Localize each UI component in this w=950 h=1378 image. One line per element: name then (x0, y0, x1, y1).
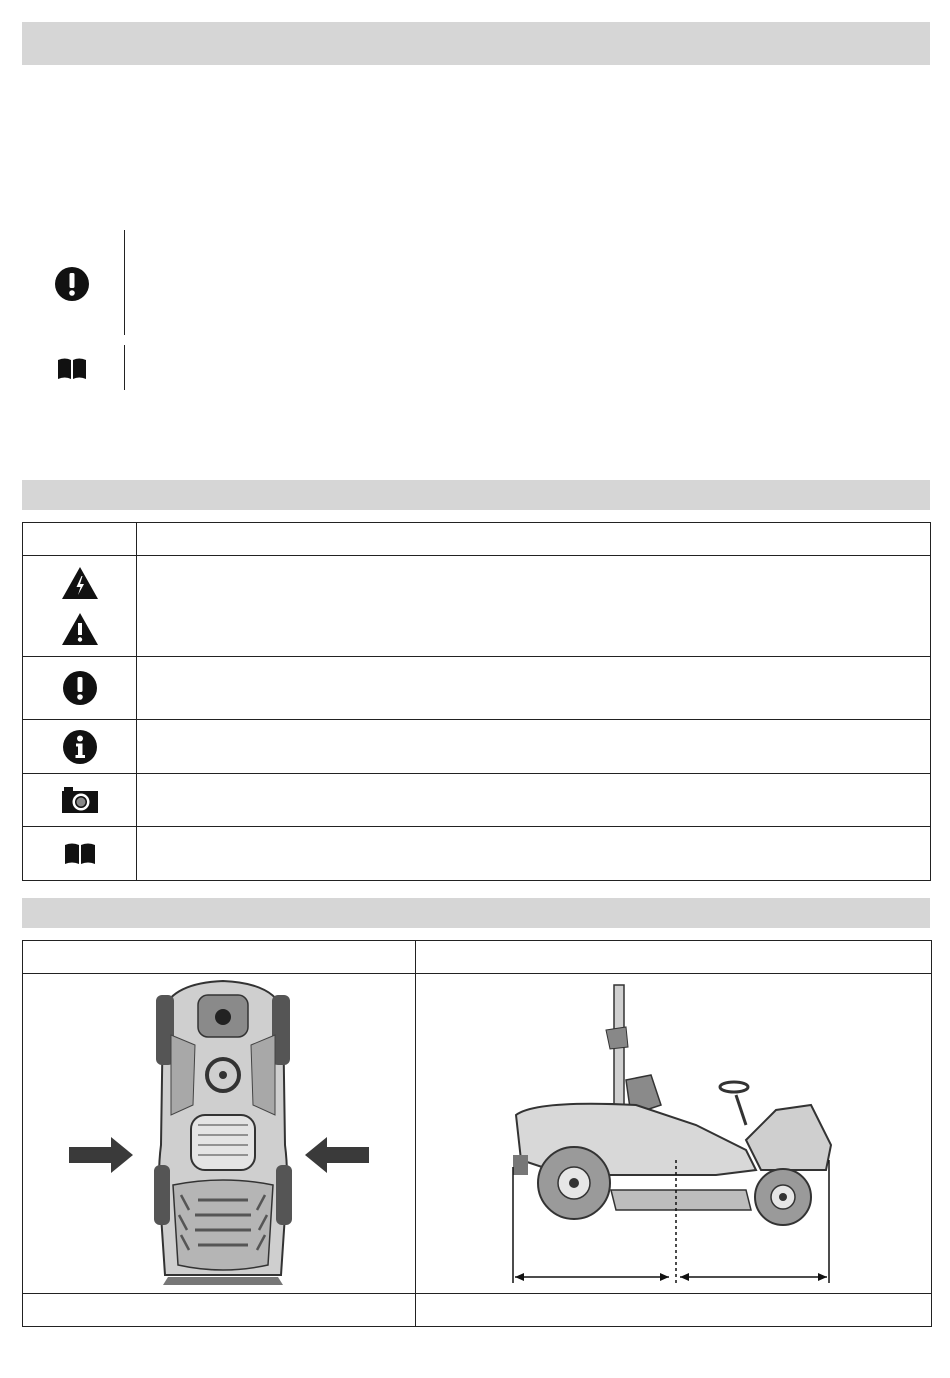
mower-top-view-figure (23, 974, 416, 1294)
figure-caption-right (416, 1294, 932, 1327)
symbol-meaning-text (137, 556, 931, 657)
figure-caption-left (23, 1294, 416, 1327)
symbols-col-meaning (137, 523, 931, 556)
mower-side-view-figure (416, 974, 932, 1294)
symbols-col-symbol (23, 523, 137, 556)
warning-triangle-icon (60, 611, 100, 647)
info-circle-icon (62, 729, 98, 765)
camera-icon (60, 785, 100, 815)
table-row (23, 827, 931, 881)
notice-divider (124, 345, 125, 390)
open-book-icon (50, 357, 94, 381)
table-row (23, 774, 931, 827)
notice-divider (124, 230, 125, 335)
symbol-meaning-text (137, 774, 931, 827)
section-header-symbols (22, 480, 930, 510)
figures-col-left (23, 941, 416, 974)
section-header-general (22, 22, 930, 65)
figures-row (23, 974, 932, 1294)
symbol-meaning-text (137, 657, 931, 720)
table-row (23, 556, 931, 657)
figures-table-header (23, 941, 932, 974)
table-row (23, 720, 931, 774)
figures-col-right (416, 941, 932, 974)
symbol-meaning-text (137, 720, 931, 774)
high-voltage-warning-icon (60, 565, 100, 601)
exclamation-circle-icon (50, 266, 94, 302)
exclamation-circle-icon (62, 670, 98, 706)
symbols-table-header (23, 523, 931, 556)
figures-caption-row (23, 1294, 932, 1327)
symbols-table (22, 522, 931, 881)
section-header-figures (22, 898, 930, 928)
symbol-meaning-text (137, 827, 931, 881)
table-row (23, 657, 931, 720)
open-book-icon (62, 842, 98, 866)
figures-table (22, 940, 932, 1327)
